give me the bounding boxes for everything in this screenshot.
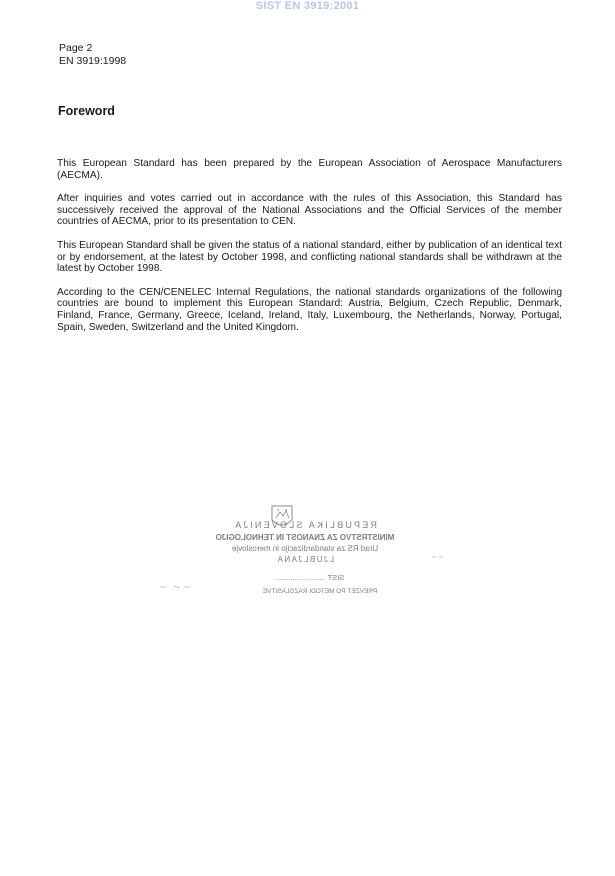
paragraph-status: This European Standard shall be given the status of a national standard, either by publication of an identical text or by endorsement, at the latest by October 1998, and conflicting national standards shall be withdrawn at the latest by October 1998. xyxy=(57,239,562,275)
stamp-line-1: REPUBLIKA SLOVENIJA xyxy=(233,520,377,530)
stamp-line-6: PREVZET PO METODI RAZGLASITVE xyxy=(262,588,378,595)
stamp-line-5: SIST ........................ xyxy=(275,573,345,582)
stamp-line-4: LJUBLJANA xyxy=(276,555,334,564)
foreword-heading: Foreword xyxy=(58,104,115,118)
paragraph-implementation: According to the CEN/CENELEC Internal Regulations, the national standards organizations of the following countries are bound to implement this European Standard: Austria, Belgium, Czech Republic, Denmark, Finland, France, Germany, Greece, Iceland, Ireland, Italy, Luxembourg, the Netherlands, Norway, Portugal, Spain, Sweden, Switzerland and the United Kingdom. xyxy=(57,286,562,333)
stamp-line-2: MINISTRSTVO ZA ZNANOST IN TEHNOLOGIJO xyxy=(215,533,395,542)
institute-stamp xyxy=(160,500,450,600)
paragraph-approval: After inquiries and votes carried out in accordance with the rules of this Association, this Standard has successively received the approval of the National Associations and the Official Services of the member countries of AECMA, prior to its presentation to CEN. xyxy=(57,193,562,228)
stamp-line-3: Urad RS za standardizacijo in meroslovje xyxy=(231,544,379,553)
watermark: SIST EN 3919:2001 xyxy=(255,0,360,12)
document-id: EN 3919:1998 xyxy=(59,55,127,67)
page-number: Page 2 xyxy=(59,42,93,54)
paragraph-preparation: This European Standard has been prepared by the European Association of Aerospace Manufacturers (AECMA). xyxy=(57,158,562,181)
stamp-graphic xyxy=(160,500,450,600)
foreword-body xyxy=(57,158,562,345)
page-header xyxy=(59,42,126,68)
